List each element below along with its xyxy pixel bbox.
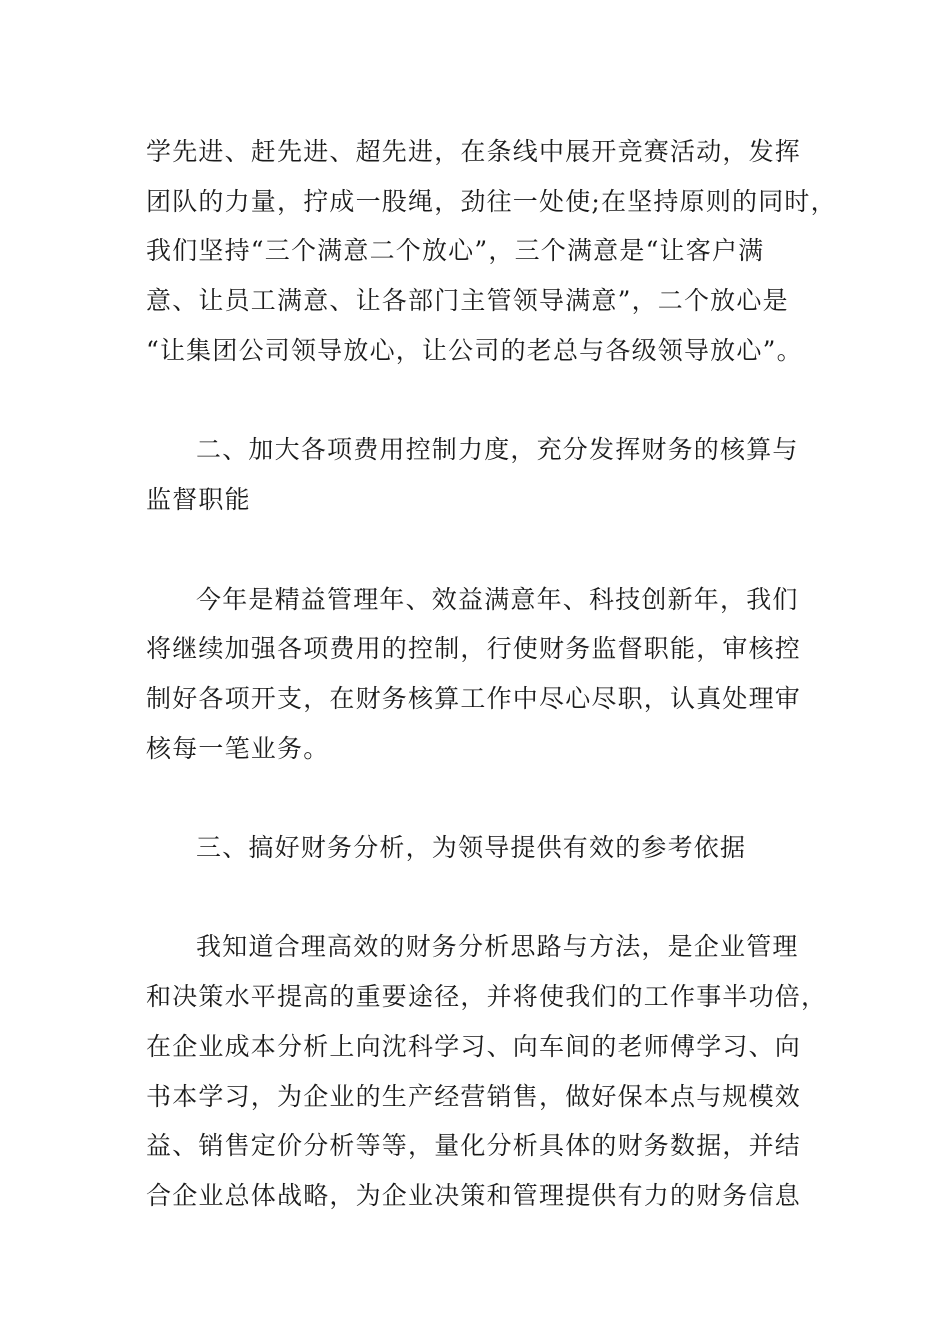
paragraph-line: 团队的力量，拧成一股绳，劲往一处使;在坚持原则的同时， [146, 187, 837, 216]
paragraph-line: 我们坚持“三个满意二个放心”，三个满意是“让客户满 [146, 236, 765, 265]
paragraph-line: 学先进、赶先进、超先进，在条线中展开竞赛活动，发挥 [146, 137, 802, 166]
paragraph-line: 将继续加强各项费用的控制，行使财务监督职能，审核控 [146, 634, 802, 663]
paragraph-line: “让集团公司领导放心，让公司的老总与各级领导放心”。 [146, 336, 803, 365]
paragraph-line: 益、销售定价分析等等，量化分析具体的财务数据，并结 [146, 1131, 802, 1160]
paragraph-line: 制好各项开支，在财务核算工作中尽心尽职，认真处理审 [146, 684, 802, 713]
paragraph-line: 意、让员工满意、让各部门主管领导满意”，二个放心是 [146, 286, 789, 315]
paragraph-line: 和决策水平提高的重要途径，并将使我们的工作事半功倍， [146, 982, 828, 1011]
paragraph-line: 在企业成本分析上向沈科学习、向车间的老师傅学习、向 [146, 1032, 802, 1061]
paragraph-line: 合企业总体战略，为企业决策和管理提供有力的财务信息 [146, 1181, 802, 1210]
section-heading: 三、搞好财务分析，为领导提供有效的参考依据 [196, 833, 747, 862]
section-heading: 二、加大各项费用控制力度，充分发挥财务的核算与 [196, 435, 799, 464]
paragraph-line: 我知道合理高效的财务分析思路与方法，是企业管理 [196, 932, 799, 961]
paragraph-line: 今年是精益管理年、效益满意年、科技创新年，我们 [196, 585, 799, 614]
paragraph-line: 书本学习，为企业的生产经营销售，做好保本点与规模效 [146, 1082, 802, 1111]
section-heading: 监督职能 [146, 485, 251, 514]
paragraph-line: 核每一笔业务。 [146, 734, 330, 763]
